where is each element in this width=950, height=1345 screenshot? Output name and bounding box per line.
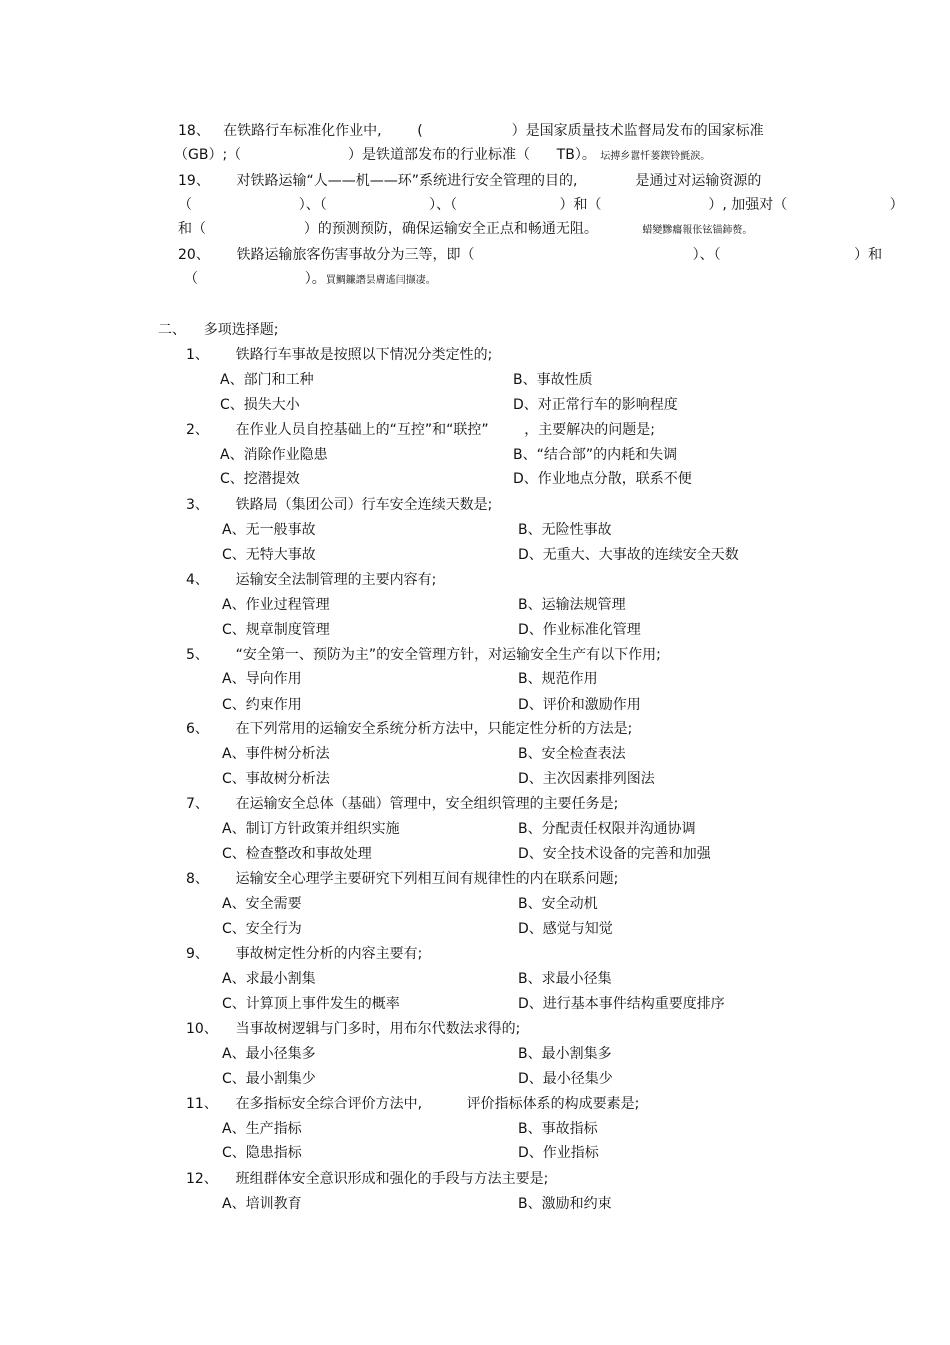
question-text: 在下列常用的运输安全系统分析方法中，只能定性分析的方法是;: [235, 721, 633, 737]
q20-line-2: [184, 270, 436, 290]
option-a: A、导向作用: [222, 671, 302, 687]
option-c: C、约束作用: [222, 697, 302, 713]
option-d: D、作业标准化管理: [518, 622, 641, 638]
option-a: A、制订方针政策并组织实施: [222, 821, 400, 837]
question-8: [186, 870, 618, 888]
q19-line-3: [178, 220, 752, 240]
q20-line-1: 20、 铁路运输旅客伤害事故分为三等，即（ ）、（ ）和: [178, 247, 883, 263]
option-c: C、事故树分析法: [222, 771, 330, 787]
option-a: A、无一般事故: [222, 522, 316, 538]
question-number: 12、: [186, 1171, 218, 1187]
question-text: “安全第一、预防为主”的安全管理方针，对运输安全生产有以下作用;: [235, 647, 661, 663]
question-7: [186, 795, 618, 813]
option-d: D、安全技术设备的完善和加强: [518, 846, 711, 862]
option-a: A、作业过程管理: [222, 597, 330, 613]
option-c: C、检查整改和事故处理: [222, 846, 372, 862]
question-number: 7、: [186, 796, 209, 812]
option-b: B、事故性质: [513, 372, 593, 388]
question-number: 4、: [186, 572, 209, 588]
option-d: D、进行基本事件结构重要度排序: [518, 996, 725, 1012]
question-number: 11、: [186, 1096, 218, 1112]
q18-noise-text: 坛搏乡囂忏蒌鍥铃氈淚。: [600, 151, 711, 162]
question-number: 3、: [186, 497, 209, 513]
option-d: D、主次因素排列图法: [518, 771, 655, 787]
option-d: D、无重大、大事故的连续安全天数: [518, 547, 739, 563]
option-d: D、最小径集少: [518, 1071, 613, 1087]
q18-line-2-text: （GB）;（ ）是铁道部发布的行业标准（ TB）。: [174, 147, 596, 163]
question-text: 事故树定性分析的内容主要有;: [235, 946, 423, 962]
question-text: 铁路局（集团公司）行车安全连续天数是;: [235, 497, 493, 513]
option-a: A、事件树分析法: [222, 746, 330, 762]
question-number: 6、: [186, 721, 209, 737]
option-b: B、安全检查表法: [518, 746, 626, 762]
question-text: 班组群体安全意识形成和强化的手段与方法主要是;: [235, 1171, 549, 1187]
q19-line-2: （ ）、（ ）、（ ）和（ ）, 加强对（ ）: [178, 197, 904, 213]
question-2: [186, 421, 655, 439]
question-number: 1、: [186, 347, 209, 363]
section-title: 二、 多项选择题;: [158, 322, 279, 338]
option-b: B、无险性事故: [518, 522, 612, 538]
option-a: A、生产指标: [222, 1121, 302, 1137]
option-c: C、损失大小: [220, 397, 300, 413]
option-a: A、安全需要: [222, 896, 302, 912]
question-number: 8、: [186, 871, 209, 887]
option-c: C、计算顶上事件发生的概率: [222, 996, 400, 1012]
option-a: A、培训教育: [222, 1196, 302, 1212]
question-5: [186, 646, 661, 664]
question-1: [186, 346, 492, 364]
question-6: [186, 720, 632, 738]
question-text: 当事故树逻辑与门多时，用布尔代数法求得的;: [235, 1021, 521, 1037]
option-d: D、评价和激励作用: [518, 697, 641, 713]
question-text: 在作业人员自控基础上的“互控”和“联控” ，主要解决的问题是;: [235, 422, 655, 438]
q18-line-1: 18、 在铁路行车标准化作业中, ( ）是国家质量技术监督局发布的国家标准: [178, 123, 764, 139]
option-b: B、分配责任权限并沟通协调: [518, 821, 696, 837]
question-text: 运输安全心理学主要研究下列相互间有规律性的内在联系问题;: [235, 871, 619, 887]
question-text: 在多指标安全综合评价方法中, 评价指标体系的构成要素是;: [235, 1096, 640, 1112]
option-a: A、消除作业隐患: [220, 447, 328, 463]
question-10: [186, 1020, 520, 1038]
option-c: C、挖潜提效: [220, 471, 300, 487]
option-c: C、安全行为: [222, 921, 302, 937]
option-c: C、最小割集少: [222, 1071, 316, 1087]
question-number: 10、: [186, 1021, 218, 1037]
option-a: A、最小径集多: [222, 1046, 316, 1062]
question-4: [186, 571, 436, 589]
question-3: [186, 496, 492, 514]
option-b: B、激励和约束: [518, 1196, 612, 1212]
question-number: 9、: [186, 946, 209, 962]
q19-noise-text: 蜡變黲癟報伥铉锚鈰赘。: [642, 225, 753, 236]
option-d: D、作业指标: [518, 1145, 599, 1161]
option-a: A、求最小割集: [222, 971, 316, 987]
option-c: C、规章制度管理: [222, 622, 330, 638]
option-c: C、无特大事故: [222, 547, 316, 563]
q19-line-1: 19、 对铁路运输“人——机——环”系统进行安全管理的目的, 是通过对运输资源的: [178, 173, 762, 189]
option-b: B、最小割集多: [518, 1046, 612, 1062]
q20-line-2-text: （ ）。: [184, 271, 326, 287]
option-d: D、感觉与知觉: [518, 921, 613, 937]
option-c: C、隐患指标: [222, 1145, 302, 1161]
q20-noise-text: 買鯛鐮譖昙膚遙闫撷凄。: [325, 275, 436, 286]
option-b: B、运输法规管理: [518, 597, 626, 613]
option-b: B、安全动机: [518, 896, 598, 912]
question-text: 铁路行车事故是按照以下情况分类定性的;: [235, 347, 493, 363]
question-number: 5、: [186, 647, 209, 663]
option-b: B、“结合部”的内耗和失调: [513, 447, 678, 463]
question-11: [186, 1095, 639, 1113]
q18-line-2: [174, 146, 710, 166]
question-text: 在运输安全总体（基础）管理中，安全组织管理的主要任务是;: [235, 796, 619, 812]
option-b: B、求最小径集: [518, 971, 612, 987]
option-b: B、事故指标: [518, 1121, 598, 1137]
question-12: [186, 1170, 548, 1188]
question-text: 运输安全法制管理的主要内容有;: [235, 572, 437, 588]
q19-line-3-text: 和（ ）的预测预防，确保运输安全正点和畅通无阻。: [178, 221, 598, 237]
question-9: [186, 945, 422, 963]
question-number: 2、: [186, 422, 209, 438]
option-a: A、部门和工种: [220, 372, 314, 388]
option-b: B、规范作用: [518, 671, 598, 687]
option-d: D、对正常行车的影响程度: [513, 397, 678, 413]
option-d: D、作业地点分散，联系不便: [513, 471, 692, 487]
